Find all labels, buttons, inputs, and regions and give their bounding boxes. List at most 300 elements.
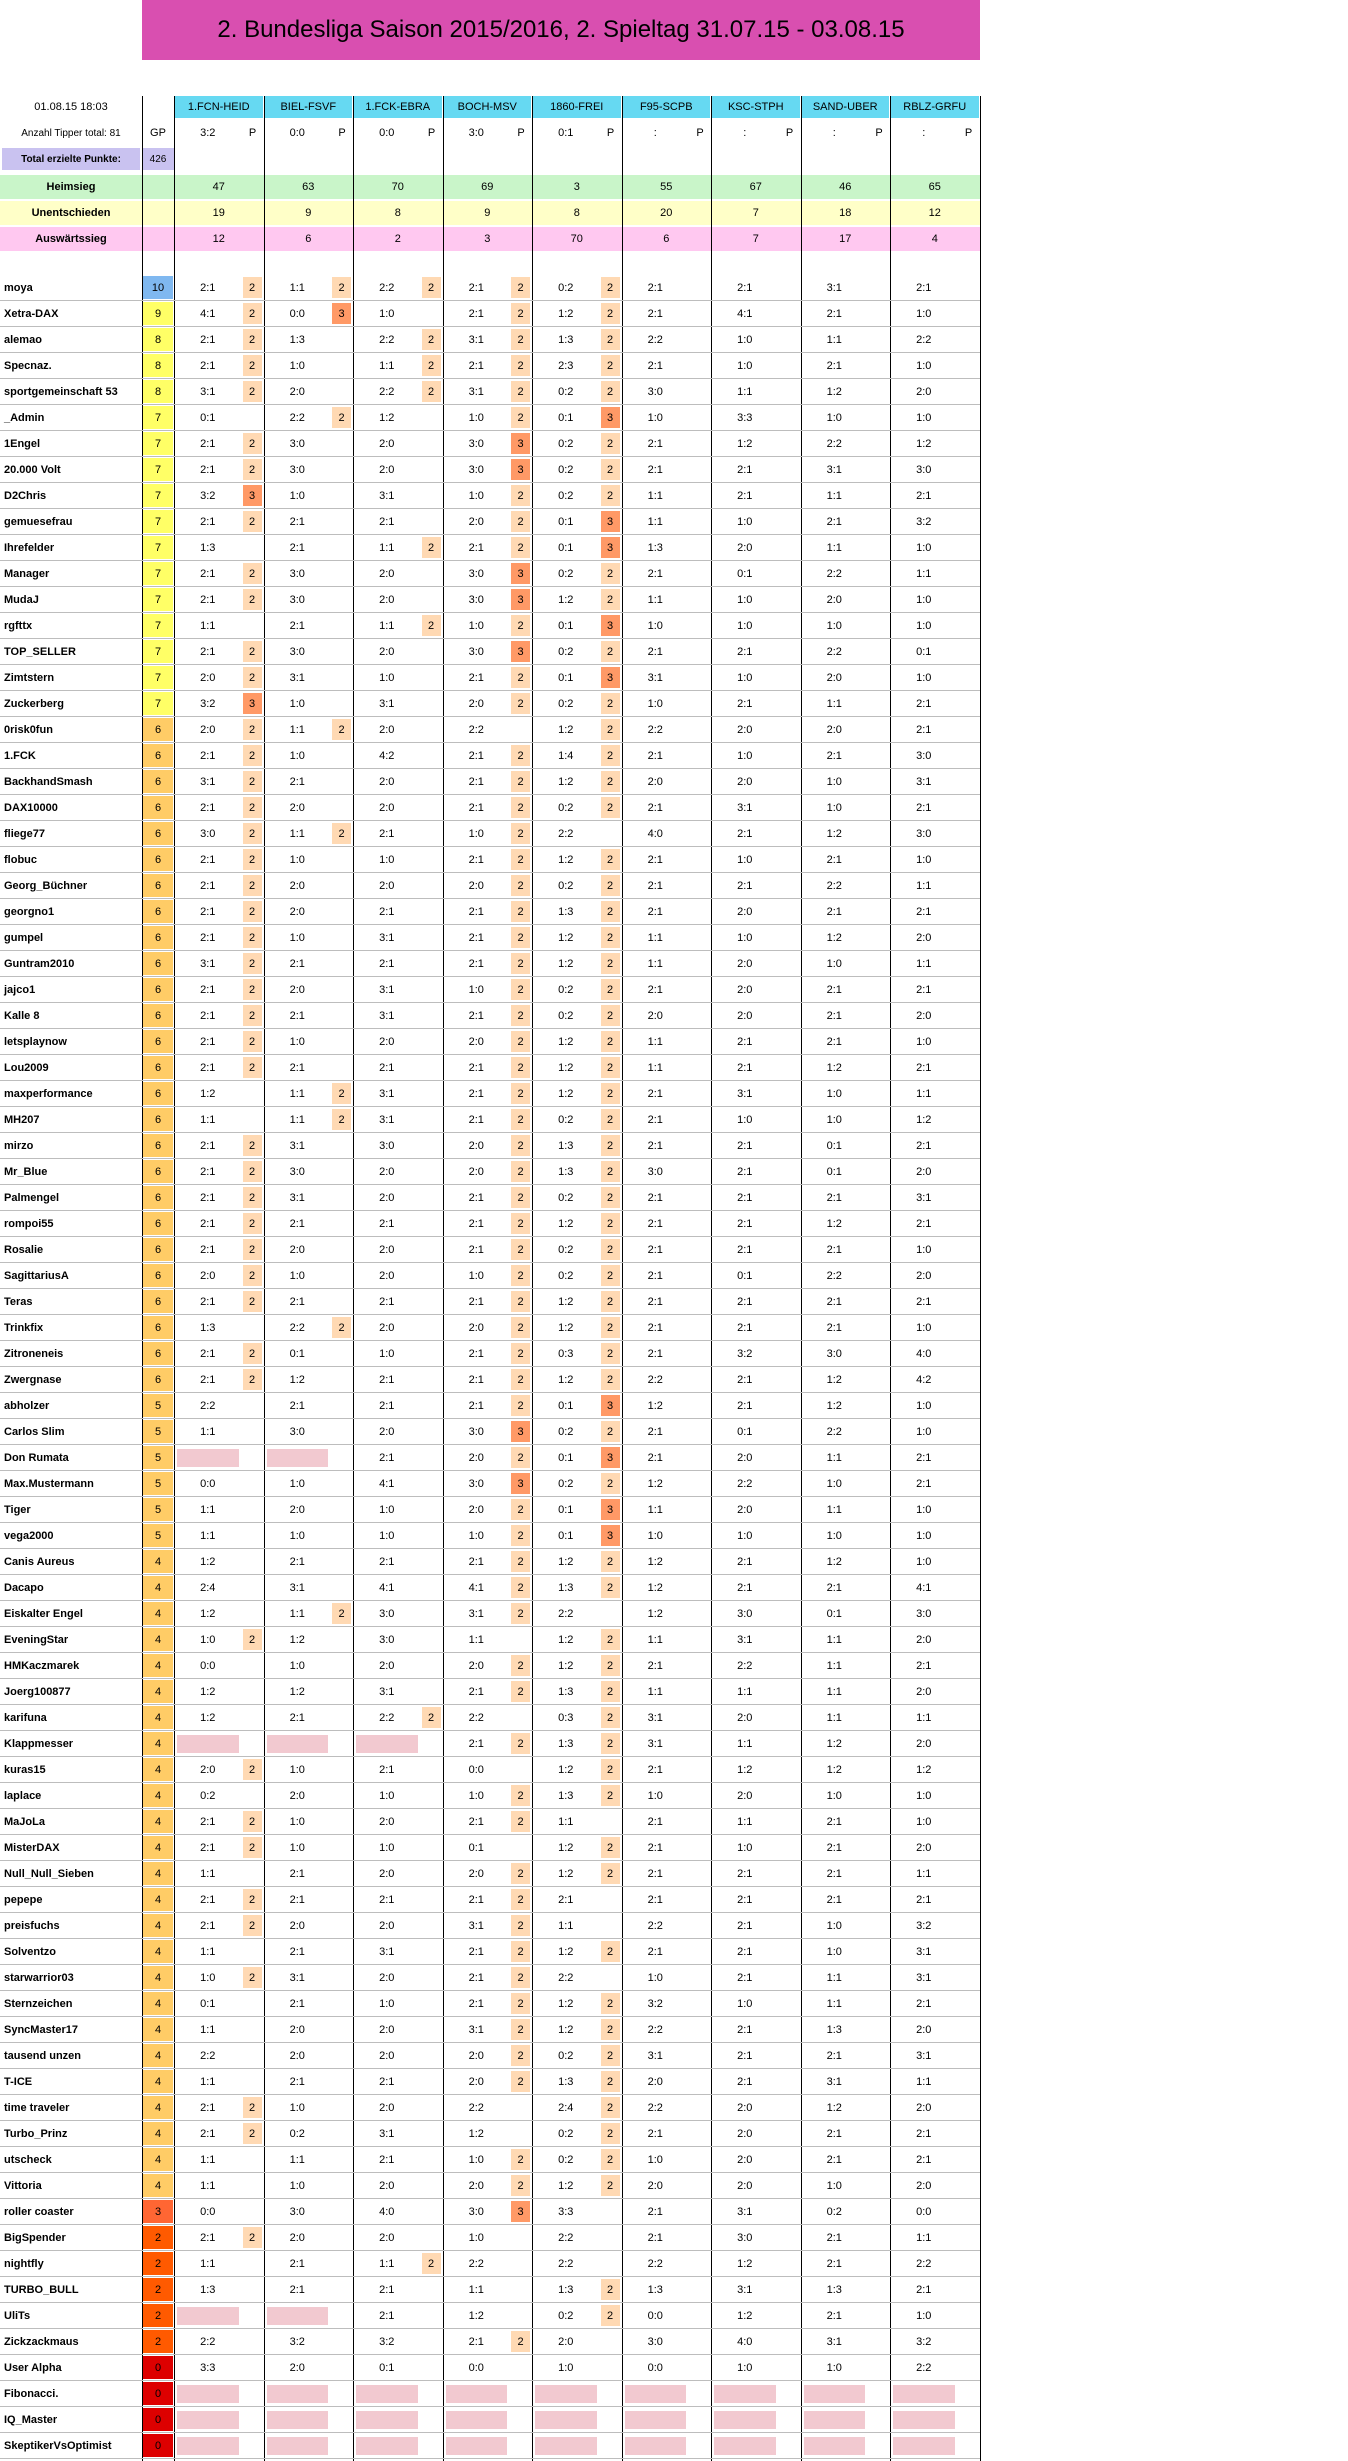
tip-score: 0:1 <box>558 1400 574 1412</box>
tip-score: 0:3 <box>558 1712 574 1724</box>
tip-score: 2:1 <box>379 1452 395 1464</box>
tip-score: 1:1 <box>289 2154 305 2166</box>
tip-score: 2:1 <box>647 1218 663 1230</box>
tip-score: 1:0 <box>916 1322 932 1334</box>
tip-score: 2:1 <box>737 1296 753 1308</box>
match-header: BOCH-MSV <box>444 96 532 118</box>
player-name: Zimtstern <box>4 672 55 684</box>
tip-score: 2:0 <box>200 1270 216 1282</box>
tip-score: 3:2 <box>379 2336 395 2348</box>
tip-score: 2:0 <box>737 906 753 918</box>
player-name: User Alpha <box>4 2362 62 2374</box>
stat-gp-blank <box>142 201 174 225</box>
tip-score: 2:2 <box>737 1660 753 1672</box>
tip-score: 1:3 <box>289 334 305 346</box>
tip-score: 1:0 <box>647 1972 663 1984</box>
tip-points: 2 <box>511 407 530 428</box>
tip-score: 1:0 <box>737 620 753 632</box>
tip-score: 1:1 <box>826 1660 842 1672</box>
missing-tip <box>625 2411 687 2429</box>
player-gp: 6 <box>143 1134 173 1157</box>
tip-score: 2:0 <box>916 2180 932 2192</box>
tip-score: 2:1 <box>916 906 932 918</box>
tip-score: 0:1 <box>737 1270 753 1282</box>
tip-score: 2:1 <box>916 802 932 814</box>
tip-score: 1:0 <box>916 1504 932 1516</box>
tip-score: 2:0 <box>737 1790 753 1802</box>
tip-score: 0:2 <box>558 2310 574 2322</box>
tip-score: 2:1 <box>379 1894 395 1906</box>
tip-score: 1:2 <box>558 594 574 606</box>
tip-score: 2:1 <box>289 1400 305 1412</box>
tip-points: 2 <box>422 2253 441 2274</box>
tip-score: 1:2 <box>737 438 753 450</box>
match-result: : <box>832 127 836 139</box>
tip-score: 2:0 <box>379 776 395 788</box>
missing-tip <box>356 2385 418 2403</box>
tip-score: 1:2 <box>737 2258 753 2270</box>
tip-score: 1:0 <box>916 594 932 606</box>
player-gp: 2 <box>143 2252 173 2275</box>
tip-score: 1:0 <box>289 1764 305 1776</box>
tip-score: 2:1 <box>826 1244 842 1256</box>
player-name: TURBO_BULL <box>4 2284 79 2296</box>
tip-score: 2:0 <box>468 1322 484 1334</box>
tip-score: 0:2 <box>558 464 574 476</box>
tip-points: 2 <box>511 511 530 532</box>
tip-score: 2:1 <box>200 1218 216 1230</box>
tip-score: 1:3 <box>558 1790 574 1802</box>
tip-points: 3 <box>511 563 530 584</box>
tip-score: 2:1 <box>737 1582 753 1594</box>
tip-score: 2:1 <box>737 880 753 892</box>
tip-score: 2:0 <box>737 2102 753 2114</box>
player-gp: 8 <box>143 328 173 351</box>
missing-tip <box>267 2307 329 2325</box>
tip-score: 1:2 <box>289 1686 305 1698</box>
tip-score: 4:1 <box>379 1478 395 1490</box>
tip-points: 2 <box>511 1811 530 1832</box>
tip-score: 2:1 <box>379 2310 395 2322</box>
missing-tip <box>625 2385 687 2403</box>
player-gp: 5 <box>143 1394 173 1417</box>
tip-score: 2:1 <box>647 438 663 450</box>
tip-score: 2:0 <box>379 1036 395 1048</box>
tip-points: 2 <box>511 1369 530 1390</box>
player-name: rgfttx <box>4 620 33 632</box>
points-header: P <box>696 127 704 139</box>
tip-score: 1:1 <box>647 516 663 528</box>
match-header: SAND-UBER <box>802 96 890 118</box>
tip-score: 2:0 <box>289 802 305 814</box>
tip-points: 2 <box>511 355 530 376</box>
stat-label-draw: Unentschieden <box>0 201 142 225</box>
player-name: Palmengel <box>4 1192 60 1204</box>
tip-points: 2 <box>601 303 620 324</box>
tip-score: 2:1 <box>289 516 305 528</box>
tip-score: 2:1 <box>200 1062 216 1074</box>
player-name: Georg_Büchner <box>4 880 88 892</box>
tip-points: 2 <box>511 2175 530 2196</box>
tip-score: 1:2 <box>826 1374 842 1386</box>
tip-points: 3 <box>601 1447 620 1468</box>
tip-score: 3:1 <box>200 776 216 788</box>
tip-score: 4:0 <box>379 2206 395 2218</box>
tip-points: 2 <box>422 537 441 558</box>
draw-count: 8 <box>532 201 622 225</box>
tip-points: 2 <box>601 563 620 584</box>
tip-score: 0:1 <box>826 1166 842 1178</box>
tip-score: 2:1 <box>468 1296 484 1308</box>
tip-points: 2 <box>601 1941 620 1962</box>
tip-score: 2:1 <box>200 1140 216 1152</box>
tip-score: 2:1 <box>647 802 663 814</box>
tip-score: 0:0 <box>647 2310 663 2322</box>
tip-score: 1:0 <box>826 2180 842 2192</box>
tip-points: 2 <box>601 589 620 610</box>
player-name: DAX10000 <box>4 802 58 814</box>
tip-score: 2:0 <box>647 1010 663 1022</box>
tip-score: 2:1 <box>200 1842 216 1854</box>
tip-score: 0:1 <box>468 1842 484 1854</box>
tip-score: 3:0 <box>289 2206 305 2218</box>
row-separator <box>0 2458 980 2459</box>
tip-score: 3:0 <box>468 646 484 658</box>
player-name: MH207 <box>4 1114 40 1126</box>
tip-score: 1:0 <box>379 1842 395 1854</box>
tip-score: 2:1 <box>647 750 663 762</box>
tip-points: 2 <box>601 1265 620 1286</box>
tip-score: 1:0 <box>826 1478 842 1490</box>
tip-score: 1:0 <box>826 1114 842 1126</box>
tip-score: 2:1 <box>826 984 842 996</box>
player-name: SyncMaster17 <box>4 2024 78 2036</box>
tip-score: 2:0 <box>826 594 842 606</box>
tip-points: 2 <box>511 1395 530 1416</box>
tip-score: 1:1 <box>200 2258 216 2270</box>
tip-score: 1:3 <box>200 2284 216 2296</box>
tip-score: 1:4 <box>558 750 574 762</box>
tip-score: 1:1 <box>647 1036 663 1048</box>
tip-score: 3:1 <box>379 1088 395 1100</box>
missing-tip <box>177 1735 239 1753</box>
missing-tip <box>267 2385 329 2403</box>
points-header: P <box>785 127 794 139</box>
tip-score: 2:1 <box>737 1556 753 1568</box>
player-gp: 7 <box>143 588 173 611</box>
tip-score: 0:2 <box>558 646 574 658</box>
tip-score: 1:1 <box>647 1062 663 1074</box>
tip-score: 1:1 <box>289 1114 305 1126</box>
tip-points: 3 <box>332 303 351 324</box>
player-name: rompoi55 <box>4 1218 54 1230</box>
tip-score: 1:2 <box>826 932 842 944</box>
tip-points: 2 <box>511 1889 530 1910</box>
tip-points: 2 <box>243 901 262 922</box>
tip-score: 2:1 <box>737 464 753 476</box>
tip-score: 0:0 <box>468 2362 484 2374</box>
tip-score: 2:1 <box>647 1296 663 1308</box>
missing-tip <box>177 2411 239 2429</box>
tip-score: 2:1 <box>916 1660 932 1672</box>
tip-score: 2:1 <box>200 516 216 528</box>
tip-score: 1:0 <box>916 360 932 372</box>
tip-score: 1:2 <box>558 308 574 320</box>
tip-score: 2:1 <box>916 724 932 736</box>
match-result: 0:1 <box>558 127 574 139</box>
player-name: Vittoria <box>4 2180 42 2192</box>
tip-score: 2:1 <box>916 1296 932 1308</box>
tip-score: 2:0 <box>379 1322 395 1334</box>
tip-score: 1:0 <box>826 1790 842 1802</box>
tip-score: 3:1 <box>826 464 842 476</box>
tip-points: 2 <box>511 329 530 350</box>
player-gp: 4 <box>143 2174 173 2197</box>
tip-points: 3 <box>511 433 530 454</box>
tip-points: 2 <box>601 1421 620 1442</box>
tip-points: 2 <box>601 1577 620 1598</box>
tip-score: 4:2 <box>379 750 395 762</box>
tip-score: 1:0 <box>468 1530 484 1542</box>
tip-points: 2 <box>243 1031 262 1052</box>
tip-score: 3:1 <box>737 2206 753 2218</box>
tip-score: 2:1 <box>826 1868 842 1880</box>
tip-score: 2:2 <box>916 334 932 346</box>
tip-points: 2 <box>243 1239 262 1260</box>
missing-tip <box>804 2437 866 2455</box>
player-gp: 6 <box>143 926 173 949</box>
missing-tip <box>267 1449 329 1467</box>
tip-score: 2:2 <box>379 1712 395 1724</box>
tip-score: 1:0 <box>737 594 753 606</box>
tip-points: 2 <box>511 1005 530 1026</box>
tip-points: 2 <box>243 1343 262 1364</box>
tip-score: 2:1 <box>826 750 842 762</box>
tip-score: 1:0 <box>916 1400 932 1412</box>
tip-score: 2:2 <box>200 1400 216 1412</box>
player-name: Canis Aureus <box>4 1556 75 1568</box>
tip-score: 2:1 <box>826 2050 842 2062</box>
tip-score: 0:1 <box>558 1452 574 1464</box>
tip-score: 3:0 <box>200 828 216 840</box>
tip-score: 2:1 <box>647 906 663 918</box>
player-gp: 4 <box>143 1654 173 1677</box>
tip-score: 2:1 <box>468 282 484 294</box>
tip-score: 3:0 <box>379 1140 395 1152</box>
tip-score: 1:0 <box>289 1816 305 1828</box>
tip-score: 2:1 <box>737 1946 753 1958</box>
player-name: 20.000 Volt <box>4 464 61 476</box>
tip-score: 1:2 <box>558 2024 574 2036</box>
tip-points: 2 <box>601 1655 620 1676</box>
tip-score: 2:1 <box>647 308 663 320</box>
row-separator <box>0 2432 980 2433</box>
tip-score: 1:1 <box>826 698 842 710</box>
player-name: Klappmesser <box>4 1738 74 1750</box>
tip-score: 1:0 <box>289 1660 305 1672</box>
tip-score: 1:2 <box>558 1868 574 1880</box>
tip-points: 2 <box>601 1317 620 1338</box>
player-name: Max.Mustermann <box>4 1478 94 1490</box>
tip-points: 2 <box>511 2045 530 2066</box>
tip-score: 3:1 <box>379 1010 395 1022</box>
tip-points: 2 <box>243 459 262 480</box>
missing-tip <box>177 1449 239 1467</box>
timestamp: 01.08.15 18:03 <box>34 101 108 113</box>
tip-score: 2:0 <box>468 1452 484 1464</box>
tip-score: 2:1 <box>468 1998 484 2010</box>
tip-score: 2:1 <box>826 854 842 866</box>
tip-score: 2:1 <box>468 308 484 320</box>
tip-score: 3:0 <box>916 464 932 476</box>
player-name: Don Rumata <box>4 1452 69 1464</box>
tip-points: 2 <box>243 1759 262 1780</box>
tip-score: 2:1 <box>289 2258 305 2270</box>
tip-score: 2:1 <box>200 1192 216 1204</box>
tip-score: 2:0 <box>558 2336 574 2348</box>
tip-score: 1:3 <box>647 2284 663 2296</box>
tip-score: 1:1 <box>379 2258 395 2270</box>
player-name: Zitroneneis <box>4 1348 64 1360</box>
tip-points: 2 <box>422 329 441 350</box>
player-name: Lou2009 <box>4 1062 49 1074</box>
tip-score: 2:1 <box>647 1946 663 1958</box>
match-header: BIEL-FSVF <box>265 96 353 118</box>
tip-score: 2:1 <box>826 1036 842 1048</box>
tip-score: 2:1 <box>737 2076 753 2088</box>
tip-score: 1:1 <box>200 1946 216 1958</box>
player-gp: 2 <box>143 2330 173 2353</box>
tip-score: 2:2 <box>647 2258 663 2270</box>
player-gp: 6 <box>143 1368 173 1391</box>
player-gp: 9 <box>143 302 173 325</box>
tip-score: 3:2 <box>200 490 216 502</box>
tip-score: 2:1 <box>200 906 216 918</box>
points-header: P <box>427 127 436 139</box>
tip-points: 2 <box>601 849 620 870</box>
tip-score: 1:0 <box>916 854 932 866</box>
player-gp: 4 <box>143 1576 173 1599</box>
tip-points: 2 <box>243 641 262 662</box>
tip-points: 2 <box>511 875 530 896</box>
tip-points: 2 <box>511 1447 530 1468</box>
tip-points: 3 <box>601 615 620 636</box>
tip-score: 1:0 <box>468 2154 484 2166</box>
tip-score: 0:2 <box>558 1192 574 1204</box>
player-name: roller coaster <box>4 2206 74 2218</box>
player-name: Eiskalter Engel <box>4 1608 83 1620</box>
tip-score: 2:0 <box>737 2180 753 2192</box>
away-count: 70 <box>532 227 622 251</box>
tip-score: 1:1 <box>647 1686 663 1698</box>
tip-score: 3:0 <box>379 1634 395 1646</box>
tip-score: 1:2 <box>558 1036 574 1048</box>
tip-score: 1:1 <box>289 1088 305 1100</box>
tip-score: 2:2 <box>826 568 842 580</box>
tip-points: 2 <box>601 1057 620 1078</box>
tip-points: 2 <box>601 1473 620 1494</box>
tip-score: 0:1 <box>737 1426 753 1438</box>
tip-score: 1:1 <box>826 1998 842 2010</box>
tip-score: 1:2 <box>558 1998 574 2010</box>
missing-tip <box>535 2411 597 2429</box>
tip-score: 0:1 <box>558 1504 574 1516</box>
tip-score: 0:2 <box>558 2128 574 2140</box>
tip-score: 2:1 <box>826 308 842 320</box>
player-gp: 4 <box>143 1992 173 2015</box>
player-gp: 7 <box>143 614 173 637</box>
player-name: laplace <box>4 1790 42 1802</box>
tip-score: 1:3 <box>558 1140 574 1152</box>
tip-score: 1:1 <box>468 2284 484 2296</box>
tip-score: 3:1 <box>468 2024 484 2036</box>
tip-score: 3:0 <box>737 2232 753 2244</box>
player-name: Ihrefelder <box>4 542 55 554</box>
tip-score: 2:0 <box>379 1192 395 1204</box>
player-gp: 4 <box>143 1966 173 1989</box>
tip-score: 2:1 <box>647 2206 663 2218</box>
tip-score: 1:1 <box>916 958 932 970</box>
tip-score: 2:0 <box>468 698 484 710</box>
tip-score: 1:1 <box>826 1972 842 1984</box>
tip-score: 1:0 <box>289 360 305 372</box>
tip-score: 2:0 <box>916 1842 932 1854</box>
tip-points: 2 <box>511 797 530 818</box>
tip-points: 2 <box>243 797 262 818</box>
tip-points: 2 <box>511 849 530 870</box>
tip-score: 1:1 <box>916 880 932 892</box>
tip-score: 2:1 <box>468 1738 484 1750</box>
tip-score: 1:0 <box>379 1348 395 1360</box>
tip-score: 1:1 <box>200 2024 216 2036</box>
tip-score: 2:0 <box>916 1270 932 1282</box>
tip-score: 3:0 <box>468 594 484 606</box>
tip-score: 0:1 <box>916 646 932 658</box>
tip-score: 1:0 <box>647 1530 663 1542</box>
player-name: BackhandSmash <box>4 776 93 788</box>
tip-score: 2:1 <box>289 1062 305 1074</box>
tip-score: 1:0 <box>289 698 305 710</box>
tip-score: 0:0 <box>200 1478 216 1490</box>
away-count: 12 <box>174 227 264 251</box>
tip-points: 2 <box>601 745 620 766</box>
tip-score: 2:2 <box>826 880 842 892</box>
tip-score: 2:1 <box>916 2284 932 2296</box>
tip-score: 0:2 <box>558 1114 574 1126</box>
tip-points: 2 <box>511 2019 530 2040</box>
player-gp: 7 <box>143 484 173 507</box>
tip-score: 3:1 <box>647 1712 663 1724</box>
tip-score: 3:1 <box>289 1140 305 1152</box>
tip-score: 2:1 <box>379 2154 395 2166</box>
tip-score: 1:2 <box>200 1608 216 1620</box>
tip-points: 2 <box>601 1759 620 1780</box>
tip-score: 0:2 <box>200 1790 216 1802</box>
tip-score: 1:3 <box>558 1166 574 1178</box>
tip-score: 1:1 <box>200 1114 216 1126</box>
tip-score: 1:2 <box>558 854 574 866</box>
tip-score: 2:0 <box>379 1270 395 1282</box>
tip-score: 0:0 <box>916 2206 932 2218</box>
tip-points: 2 <box>511 823 530 844</box>
tip-score: 2:1 <box>468 1088 484 1100</box>
player-name: HMKaczmarek <box>4 1660 80 1672</box>
tip-score: 2:1 <box>737 1920 753 1932</box>
player-gp: 6 <box>143 1316 173 1339</box>
tip-points: 2 <box>601 719 620 740</box>
points-header: P <box>606 127 615 139</box>
match-result: 0:0 <box>379 127 395 139</box>
